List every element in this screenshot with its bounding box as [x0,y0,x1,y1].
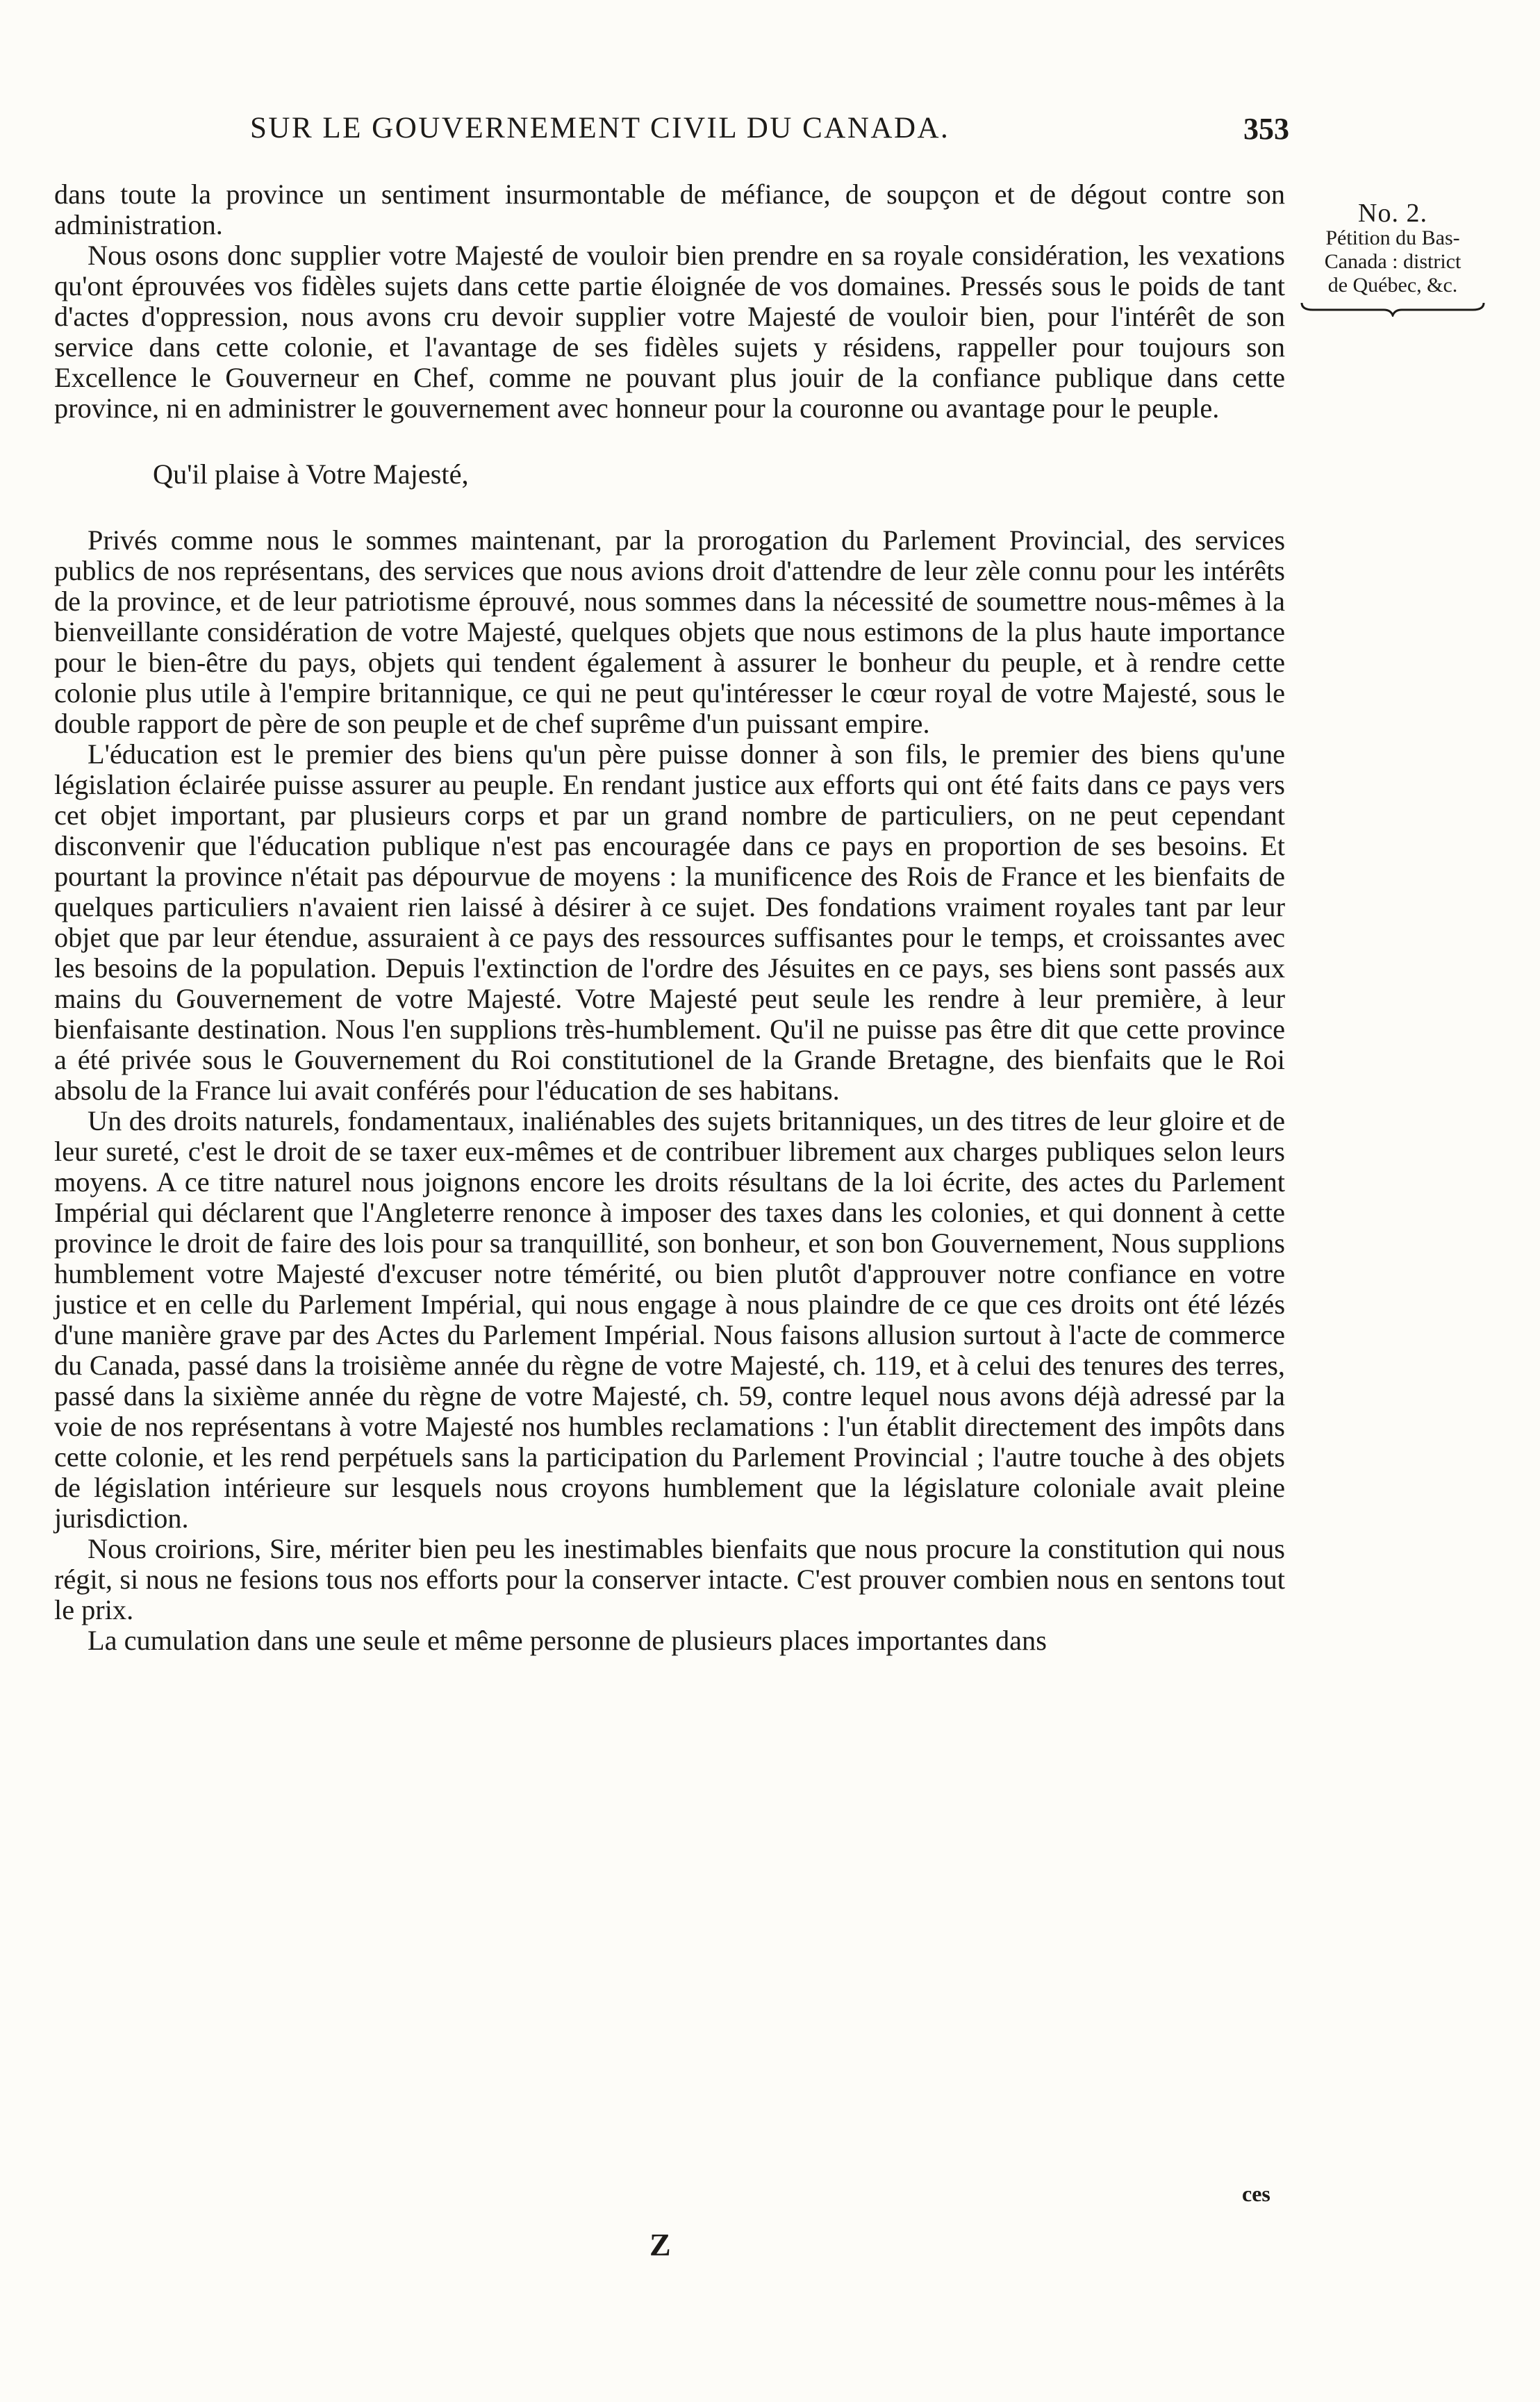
signature-mark: Z [649,2227,671,2262]
sidenote-brace [1299,300,1487,317]
paragraph-2: Nous osons donc supplier votre Majesté de vouloir bien prendre en sa royale considération, les vexations qu'ont éprouvées vos fidèles sujets dans cette partie éloignée de vos domaines. Pressés sous le poids de tant d'actes d'oppression, nous avons cru devoir supplier votre Majesté de vouloir bien, pour l'intérêt de son service dans cette colonie, et l'avantage de ses fidèles sujets y résidens, rappeller pour toujours son Excellence le Gouverneur en Chef, comme ne pouvant plus jouir de la confiance publique dans cette province, ni en administrer le gouvernement avec honneur pour la couronne ou avantage pour le peuple. [54,240,1285,424]
sidenote-number: No. 2. [1358,199,1427,228]
paragraph-7: La cumulation dans une seule et même personne de plusieurs places importantes dans [88,1625,1047,1656]
sidenote-line: Pétition du Bas- [1325,226,1460,249]
paragraph-1: dans toute la province un sentiment insurmontable de méfiance, de soupçon et de dégout contre son administration. [54,179,1285,240]
running-head: SUR LE GOUVERNEMENT CIVIL DU CANADA. [250,112,950,144]
paragraph-4: L'éducation est le premier des biens qu'un père puisse donner à son fils, le premier des biens qu'une législation éclairée puisse assurer au peuple. En rendant justice aux efforts qui ont été faits dans ce pays vers cet objet important, par plusieurs corps et par un grand nombre de particuliers, on ne peut cependant disconvenir que l'éducation publique n'est pas encouragée dans ce pays en proportion de ses besoins. Et pourtant la province n'était pas dépourvue de moyens : la munificence des Rois de France et les bienfaits de quelques particuliers n'avaient rien laissé à désirer à ce sujet. Des fondations vraiment royales tant par leur objet que par leur étendue, assuraient à ce pays des ressources suffisantes pour le temps, et croissantes avec les besoins de la population. Depuis l'extinction de l'ordre des Jésuites en ce pays, ses biens sont passés aux mains du Gouvernement de votre Majesté. Votre Majesté peut seule les rendre à leur première, à leur bienfaisante destination. Nous l'en supplions très-humblement. Qu'il ne puisse pas être dit que cette province a été privée sous le Gouvernement du Roi constitutionel de la Grande Bretagne, des bienfaits que le Roi absolu de la France lui avait conférés pour l'éducation de ses habitans. [54,738,1285,1106]
sidenote-line: Canada : district [1324,250,1462,273]
paragraph-5: Un des droits naturels, fondamentaux, inaliénables des sujets britanniques, un des titres de leur gloire et de leur sureté, c'est le droit de se taxer eux-mêmes et de contribuer librement aux charges publiques selon leurs moyens. A ce titre naturel nous joignons encore les droits résultans de la loi écrite, des actes du Parlement Impérial qui déclarent que l'Angleterre renonce à imposer des taxes dans les colonies, et qui donnent à cette province le droit de faire des lois pour sa tranquillité, son bonheur, et son bon Gouvernement, Nous supplions humblement votre Majesté d'excuser notre témérité, ou bien plutôt d'approuver notre confiance en votre justice et en celle du Parlement Impérial, qui nous engage à nous plaindre de ce que ces droits ont été lézés d'une manière grave par des Actes du Parlement Impérial. Nous faisons allusion surtout à l'acte de commerce du Canada, passé dans la troisième année du règne de votre Majesté, ch. 119, et à celui des tenures des terres, passé dans la sixième année du règne de votre Majesté, ch. 59, contre lequel nous avons déjà adressé par la voie de nos représentans à votre Majesté nos humbles reclamations : l'un établit directement des impôts dans cette colonie, et les rend perpétuels sans la participation du Parlement Provincial ; l'autre touche à des objets de législation intérieure sur lesquels nous croyons humblement que la législature coloniale avait pleine jurisdiction. [54,1105,1285,1534]
salutation: Qu'il plaise à Votre Majesté, [153,458,469,490]
margin-sidenote [1292,201,1493,317]
paragraph-3: Privés comme nous le sommes maintenant, par la prorogation du Parlement Provincial, des services publics de nos représentans, des services que nous avions droit d'attendre de leur zèle connu pour les intérêts de la province, et de leur patriotisme éprouvé, nous sommes dans la nécessité de soumettre nous-mêmes à la bienveillante considération de votre Majesté, quelques objets que nous estimons de la plus haute importance pour le bien-être du pays, objets qui tendent également à assurer le bonheur du peuple, et à rendre cette colonie plus utile à l'empire britannique, ce qui ne peut qu'intéresser le cœur royal de votre Majesté, sous le double rapport de père de son peuple et de chef suprême d'un puissant empire. [54,524,1285,739]
page-header [0,111,1540,153]
body-text [54,179,1285,1656]
paragraph-6: Nous croirions, Sire, mériter bien peu les inestimables bienfaits que nous procure la constitution qui nous régit, si nous ne fesions tous nos efforts pour la conserver intacte. C'est prouver combien nous en sentons tout le prix. [54,1533,1285,1625]
catchword: ces [1242,2181,1270,2206]
page-number: 353 [1243,112,1289,146]
sidenote-line: de Québec, &c. [1327,274,1458,297]
